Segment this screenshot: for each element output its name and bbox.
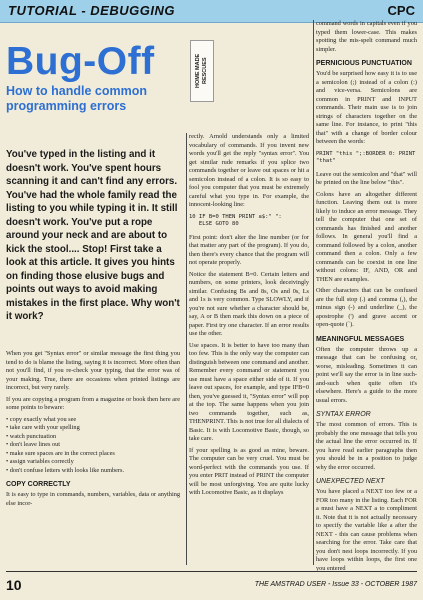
article-intro: You've typed in the listing and it doesn't work. You've spent hours scanning it and can't find any errors. You've had the whole family read the listing to you while typing it in. It still doesn't work. You've put a rope around your neck and are about to kick the stool.... Stop! First take a look at this article. It gives you hints on finding those elusive bugs and points out ways to avoid making mistakes in the first place. Why won't it work? [6,149,180,322]
column-three [316,20,417,572]
subsection-heading: UNEXPECTED NEXT [316,478,385,485]
article-title: Bug-Off [6,40,155,83]
list-item: • copy exactly what you see [6,416,180,425]
section-heading: COPY CORRECTLY [6,481,71,488]
body-paragraph: Colons have an altogether different function. Leaving them out is more likely to induce an error message. They tell the computer that one set of commands has finished and another follows. In general you'll find a command followed by a colon, another command then a colon. Only a few commands can be coexist in one line without colons: IF, AND, OR and THEN are examples. [316,190,417,283]
body-paragraph: You'd be surprised how easy it is to use a semicolon (;) instead of a colon (:) and vice-versa. Semicolons are common in PRINT and INPUT commands. Their main use is to join strings of characters together on the same line. For instance, to print "this that" with a change of border colour between the words: [316,70,417,145]
magazine-tag: CPC [387,3,415,18]
list-item: • take care with your spelling [6,424,180,433]
issue-line: THE AMSTRAD USER - Issue 33 - OCTOBER 1987 [254,581,417,588]
body-paragraph: rectly. Arnold understands only a limited vocabulary of commands. If you invent new words you'll get the reply "syntax error". You get similar rude remarks if you splice two commands together or leave out spaces or hit a semicolon instead of a colon. It is so easy to fool you computer that you must be extremely careful what you type in. For example, the innocent-looking line: [189,133,309,208]
article-subtitle: How to handle common programming errors [6,84,147,113]
list-item: • assign variables correctly [6,458,180,467]
subsection-heading: SYNTAX ERROR [316,411,371,418]
body-paragraph: When you get "Syntax error" or similar message the first thing you tend to do is blame the listing, saying it is incorrect. More often than not you'll find, if you re-check your typing, that the error was of your making. True, there are occasions when printed listings are incorrect, but very rarely. [6,350,180,391]
column-divider [313,20,314,565]
body-paragraph: Notice the statement B=0. Certain letters and numbers, on some printers, look deceivingly similar. Confusing Bs and 8s, Os and 0s, Ls and 1s is very common. Type SLOWLY, and if you're not sure whether a character should be, say, A or B then mark this down on a piece of paper. First try one character. If an error results use the other. [189,270,309,337]
section-label: TUTORIAL - DEBUGGING [8,3,175,18]
body-paragraph: command words in capitals even if you typed them lower-case. This makes spotting the mis-spelt command much simpler. [316,20,417,53]
section-heading: PERNICIOUS PUNCTUATION [316,60,412,67]
section-heading: MEANINGFUL MESSAGES [316,335,405,343]
body-paragraph: Often the computer throws up a message that can be confusing or, worse, misleading. Sometimes it can point we'll say the error is in line such-and-such when quite often it's elsewhere. Here's a guide to the more usual errors. [316,345,417,404]
list-item: • don't confuse letters with looks like numbers. [6,467,180,476]
body-paragraph: If your spelling is as good as mine, beware. The computer can be very cruel. You must be word-perfect with the commands you use. If you enter PRIT instead of PRINT the computer will be most unforgiving. You are quite lucky with Locomotive Basic, as it displays [189,446,309,496]
column-one [6,350,180,565]
list-item: • don't leave lines out [6,441,180,450]
code-listing: PRINT "this ";:BORDER 0: PRINT "that" [316,150,416,164]
sticker-text: HOME MADE RESCUES [195,53,208,89]
list-item: • make sure spaces are in the correct places [6,450,180,459]
list-item: • watch punctuation [6,433,180,442]
home-made-rescues-sticker [190,40,214,102]
column-two [189,133,309,565]
page-number: 10 [6,577,22,593]
body-paragraph: It is easy to type in commands, numbers, variables, data or anything else incor- [6,491,180,507]
body-paragraph: Other characters that can be confused are the full stop (.) and comma (,), the minus sign (-) and underline (_), the apostrophe (') and grave accent or open-quote (`). [316,287,417,328]
body-paragraph: Leave out the semicolon and "that" will be printed on the line below "this". [316,170,417,186]
tips-list [6,416,180,476]
body-paragraph: First point: don't alter the line number (or for that matter any part of the program). If you do, then there's every chance that the program will not operate properly. [189,233,309,266]
body-paragraph: If you are copying a program from a magazine or book then here are some points to beware: [6,395,180,411]
column-divider [186,133,187,565]
body-paragraph: The most common of errors. This is probably the one message that tells you the actual line the error occurred in. If you have read earlier paragraphs then you should be in a position to judge why the error occurred. [316,421,417,471]
body-paragraph: Use spaces. It is better to have too many than too few. This is the only way the computer can distinguish between one command and another. Remember every command or statement you use must have a space either side of it. If you leave out spaces, for example, and type IFB=0 then, you've guessed it, "Syntax error" will pop at the top. The same happens when you join two commands together, such as, THENPRINT. This is not true for all dialects of Basic. It is with Locomotive Basic, though, so take care. [189,341,309,442]
code-listing: 10 IF B=0 THEN PRINT a$:" ": ELSE GOTO 80 [189,213,282,227]
footer-rule [6,571,417,572]
body-paragraph: You have placed a NEXT too few or a FOR too many in the listing. Each FOR a must have a NEXT a to compliment it. Note that it is not actually necessary to specify the variable like a after the NEXT - this can cause problems when searching for the error. Take care that you don't nest loops incorrectly. If you have loops within loops, the first one you entered [316,488,417,572]
